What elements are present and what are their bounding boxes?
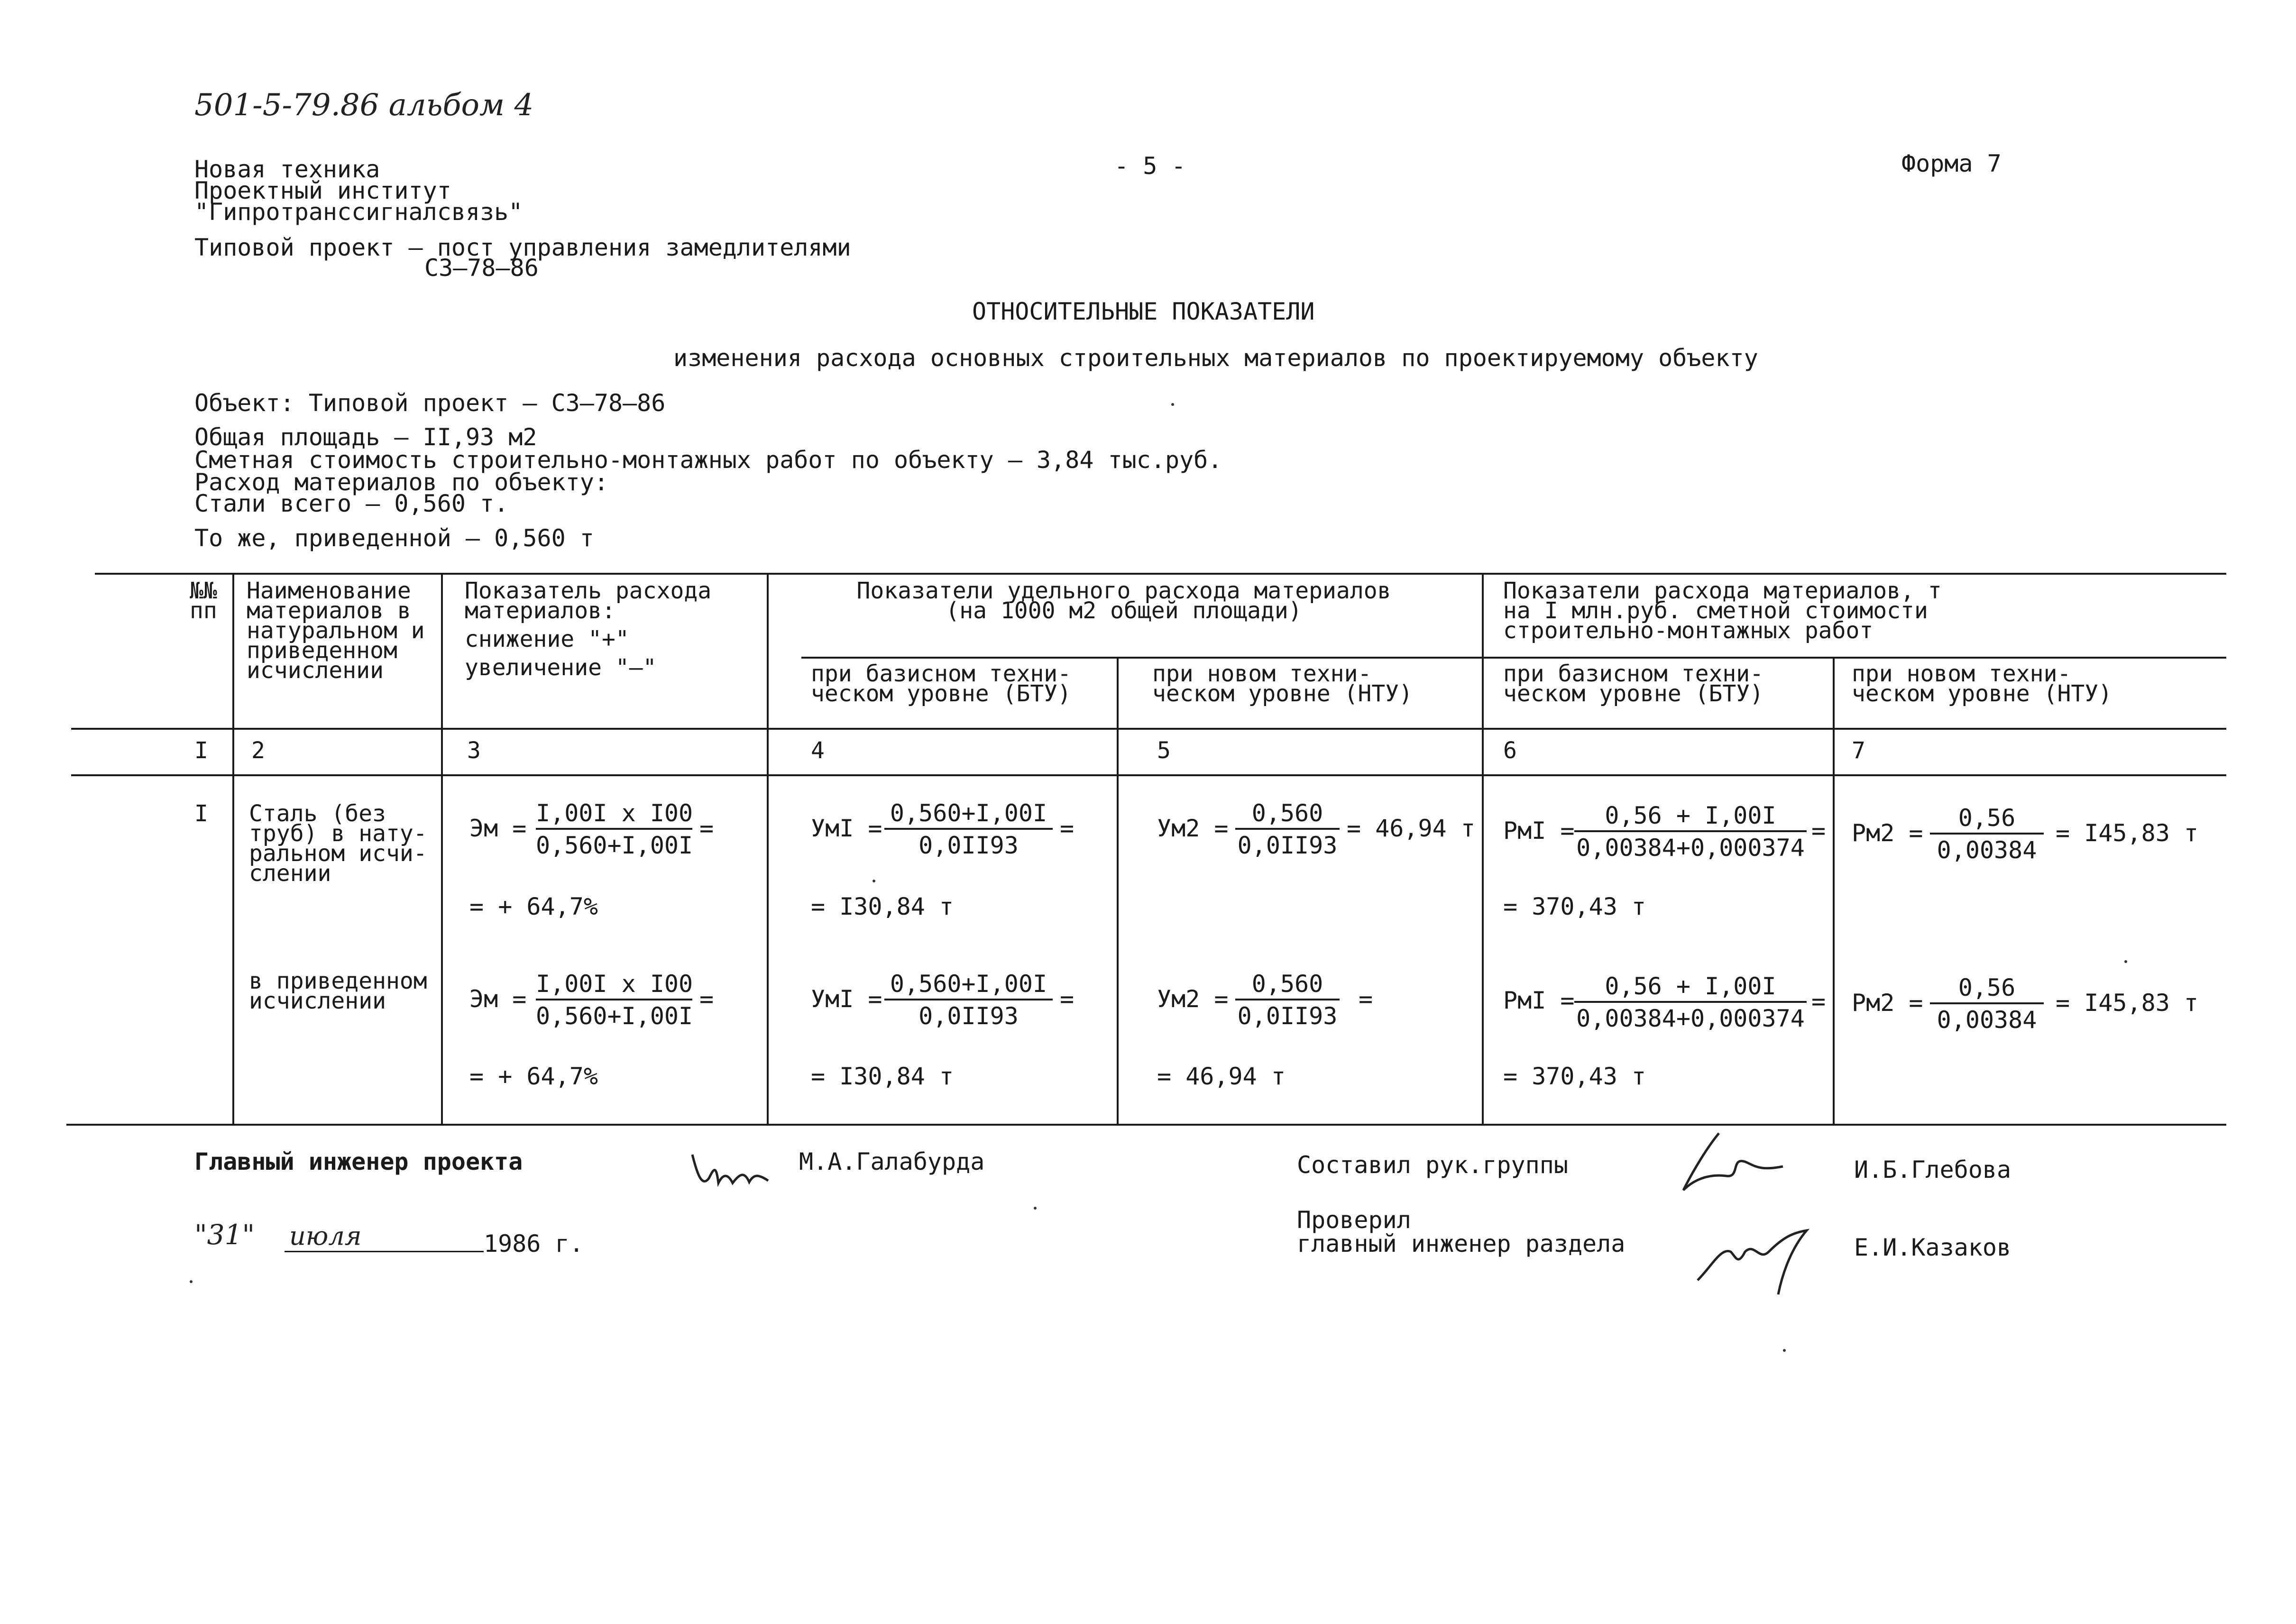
cost-line: Сметная стоимость строительно-монтажных работ по объекту – 3,84 тыс.руб. bbox=[194, 446, 1222, 474]
row-name-reduced: в приведенном исчислении bbox=[249, 968, 427, 1014]
col-divider-4 bbox=[1117, 657, 1119, 1125]
um2-result-reduced: = 46,94 т bbox=[1157, 1063, 1286, 1090]
em-fraction-natural: I,00I х I00 0,560+I,00I bbox=[536, 799, 693, 859]
pm1-fraction-natural: $\frac{0,56 + I,00I}{0,00384+0,000374}$ bbox=[1574, 804, 1807, 860]
pm1-result-natural: = 370,43 т bbox=[1503, 893, 1646, 920]
project-code: СЗ–78–86 bbox=[424, 254, 539, 282]
row-number: I bbox=[194, 800, 208, 827]
header-num: №№ пп bbox=[190, 578, 217, 624]
um1-label-reduced: УмI = bbox=[811, 985, 882, 1013]
date-year: 1986 г. bbox=[484, 1230, 584, 1257]
um2-label-natural: Ум2 = bbox=[1157, 815, 1229, 842]
table-top-border bbox=[95, 573, 2226, 575]
document-title: ОТНОСИТЕЛЬНЫЕ ПОКАЗАТЕЛИ bbox=[972, 298, 1315, 325]
col-divider-2 bbox=[441, 573, 443, 1125]
header-bottom-border bbox=[71, 728, 2226, 730]
date-day: "31" bbox=[194, 1219, 255, 1251]
em-equals-reduced: = bbox=[699, 985, 714, 1013]
steel-total-line: Стали всего – 0,560 т. bbox=[194, 490, 509, 517]
col-number-2: 2 bbox=[251, 737, 265, 764]
pm2-fraction-natural: $\frac{0,56}{0,00384}$ bbox=[1930, 806, 2044, 862]
row-name-natural: Сталь (без труб) в нату- ральном исчи- слении bbox=[249, 800, 427, 887]
table-bottom-border bbox=[66, 1124, 2226, 1126]
col-divider-3 bbox=[767, 573, 769, 1125]
header-btu-specific: при базисном техни- ческом уровне (БТУ) bbox=[811, 661, 1072, 707]
scan-speck bbox=[1034, 1207, 1037, 1210]
um1-result-reduced: = I30,84 т bbox=[811, 1063, 954, 1090]
header-per-million-group: Показатели расхода материалов, т на I млн.руб. сметной стоимости строительно-монтажных работ bbox=[1503, 578, 1942, 644]
em-label-reduced: Эм = bbox=[469, 985, 527, 1013]
compiled-signature bbox=[1674, 1129, 1792, 1200]
col-number-7: 7 bbox=[1852, 737, 1865, 764]
compiled-name: И.Б.Глебова bbox=[1854, 1156, 2011, 1184]
chief-engineer-signature bbox=[688, 1145, 778, 1197]
page-number: - 5 - bbox=[1114, 152, 1186, 180]
pm2-label-reduced: Рм2 = bbox=[1852, 989, 1923, 1017]
header-btu-per-million: при базисном техни- ческом уровне (БТУ) bbox=[1503, 661, 1764, 707]
steel-reduced-line: То же, приведенной – 0,560 т bbox=[194, 524, 594, 552]
em-result-natural: = + 64,7% bbox=[469, 893, 598, 920]
date-underline bbox=[285, 1251, 484, 1252]
em-result-reduced: = + 64,7% bbox=[469, 1063, 598, 1090]
um1-fraction-natural: $\frac{0,560+I,00I}{0,0II93}$ bbox=[884, 801, 1053, 857]
project-label: Типовой проект – пост управления замедлителями bbox=[194, 234, 851, 261]
col-number-5: 5 bbox=[1157, 737, 1171, 764]
col-number-6: 6 bbox=[1503, 737, 1517, 764]
scan-speck bbox=[872, 880, 875, 882]
um1-equals-reduced: = bbox=[1060, 985, 1075, 1013]
compiled-label: Составил рук.группы bbox=[1297, 1151, 1568, 1179]
col-number-4: 4 bbox=[811, 737, 825, 764]
col-divider-5 bbox=[1482, 573, 1484, 1125]
header-specific-group: Показатели удельного расхода материалов (на 1000 м2 общей площади) bbox=[856, 578, 1391, 624]
date-month: июля bbox=[289, 1221, 362, 1251]
column-numbers-bottom-border bbox=[71, 774, 2226, 776]
header-ntu-per-million: при новом техни- ческом уровне (НТУ) bbox=[1852, 661, 2112, 707]
pm1-result-reduced: = 370,43 т bbox=[1503, 1063, 1646, 1090]
pm2-result-natural: = I45,83 т bbox=[2056, 819, 2199, 847]
scan-speck bbox=[190, 1280, 193, 1283]
um2-equals-reduced: = bbox=[1359, 985, 1373, 1013]
em-label-natural: Эм = bbox=[469, 815, 527, 842]
handwritten-album-reference: 501-5-79.86 альбом 4 bbox=[194, 88, 534, 123]
checked-label: Проверил bbox=[1297, 1206, 1411, 1234]
chief-engineer-name: М.А.Галабурда bbox=[799, 1148, 985, 1175]
um2-result-natural: = 46,94 т bbox=[1347, 815, 1475, 842]
um2-fraction-natural: $\frac{0,560}{0,0II93}$ bbox=[1235, 801, 1340, 857]
org-line-1: Новая техника bbox=[194, 156, 380, 183]
em-fraction-reduced: I,00I х I00 0,560+I,00I bbox=[536, 970, 693, 1030]
pm2-result-reduced: = I45,83 т bbox=[2056, 989, 2199, 1017]
pm1-fraction-reduced: $\frac{0,56 + I,00I}{0,00384+0,000374}$ bbox=[1574, 974, 1807, 1030]
pm1-equals-reduced: = bbox=[1811, 988, 1826, 1015]
pm2-fraction-reduced: $\frac{0,56}{0,00384}$ bbox=[1930, 976, 2044, 1032]
em-equals-natural: = bbox=[699, 815, 714, 842]
pm1-equals-natural: = bbox=[1811, 817, 1826, 844]
pm2-label-natural: Рм2 = bbox=[1852, 819, 1923, 847]
scan-speck bbox=[2124, 960, 2127, 963]
scan-speck bbox=[1783, 1349, 1786, 1352]
um1-equals-natural: = bbox=[1060, 815, 1075, 842]
chief-engineer-label: Главный инженер проекта bbox=[194, 1148, 523, 1175]
org-line-3: "Гипротранссигналсвязь" bbox=[194, 198, 523, 226]
header-indicator: Показатель расхода материалов: снижение "+" увеличение "–" bbox=[465, 578, 712, 681]
area-line: Общая площадь – II,93 м2 bbox=[194, 423, 537, 451]
um1-result-natural: = I30,84 т bbox=[811, 893, 954, 920]
col-divider-1 bbox=[232, 573, 234, 1125]
form-label: Форма 7 bbox=[1901, 150, 2002, 177]
subheader-divider bbox=[801, 657, 2226, 659]
checked-signature bbox=[1693, 1219, 1826, 1299]
header-ntu-specific: при новом техни- ческом уровне (НТУ) bbox=[1152, 661, 1413, 707]
scan-speck bbox=[1171, 403, 1174, 406]
document-subtitle: изменения расхода основных строительных материалов по проектируемому объекту bbox=[673, 344, 1758, 372]
pm1-label-natural: РмI = bbox=[1503, 817, 1575, 844]
checked-name: Е.И.Казаков bbox=[1854, 1234, 2011, 1261]
um2-fraction-reduced: $\frac{0,560}{0,0II93}$ bbox=[1235, 972, 1340, 1028]
col-number-1: I bbox=[194, 737, 208, 764]
header-name: Наименование материалов в натуральном и приведенном исчислении bbox=[247, 578, 425, 684]
object-line: Объект: Типовой проект – СЗ–78–86 bbox=[194, 389, 666, 417]
checked-label-2: главный инженер раздела bbox=[1297, 1230, 1626, 1257]
pm1-label-reduced: РмI = bbox=[1503, 987, 1575, 1014]
org-line-2: Проектный институт bbox=[194, 177, 451, 204]
um1-fraction-reduced: $\frac{0,560+I,00I}{0,0II93}$ bbox=[884, 972, 1053, 1028]
consumption-line: Расход материалов по объекту: bbox=[194, 468, 608, 496]
um1-label-natural: УмI = bbox=[811, 815, 882, 842]
col-number-3: 3 bbox=[467, 737, 481, 764]
col-divider-6 bbox=[1833, 657, 1835, 1125]
um2-label-reduced: Ум2 = bbox=[1157, 985, 1229, 1013]
